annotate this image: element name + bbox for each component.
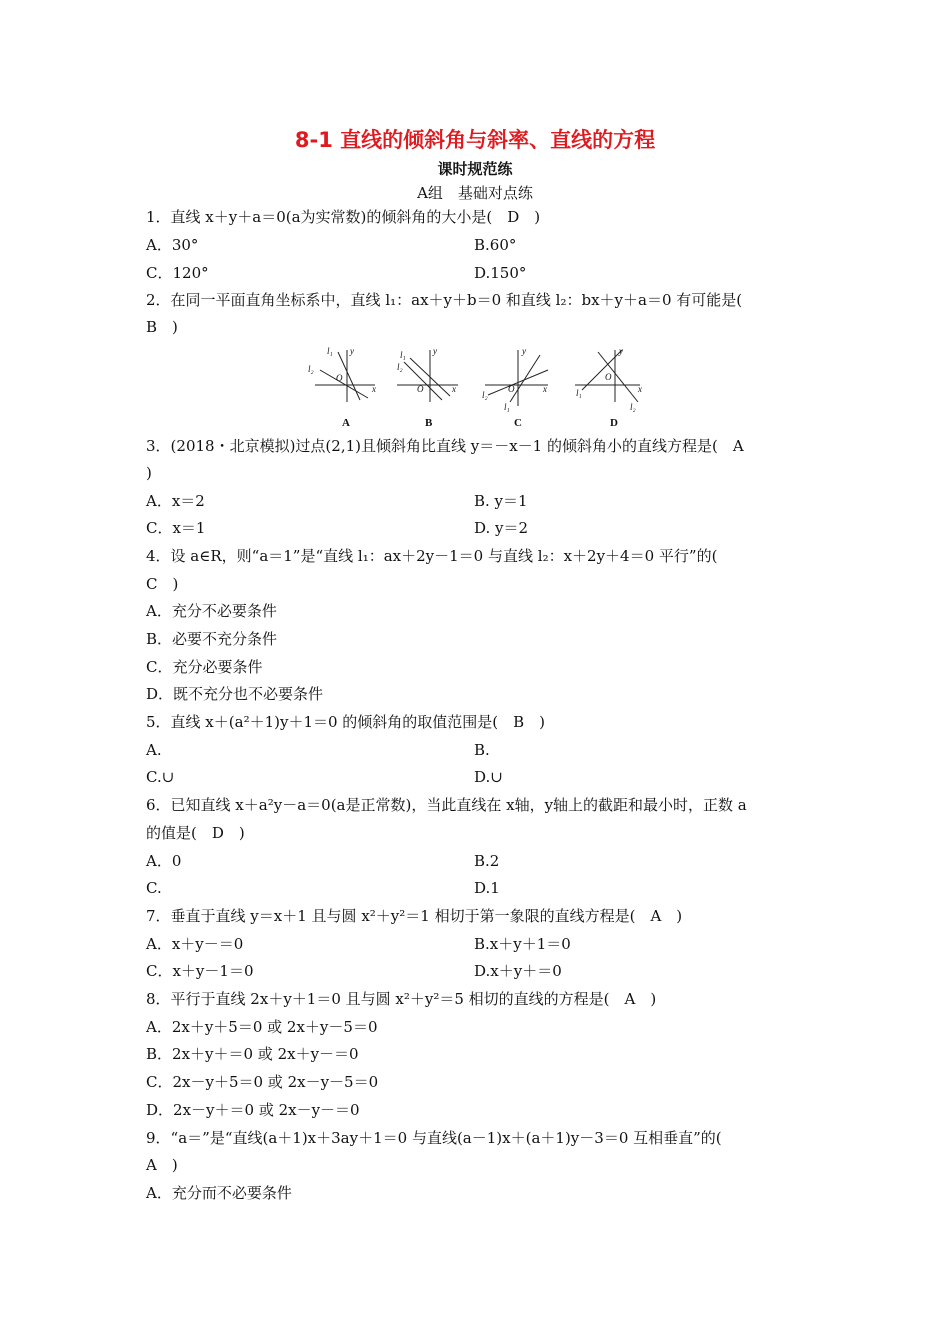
q2-figure: [300, 340, 650, 430]
figure-label-a: A: [342, 417, 350, 429]
q7-option-a: A．x＋y－＝0: [146, 935, 244, 953]
svg-text:x: x: [372, 384, 376, 394]
question-1: 1．直线 x＋y＋a＝0(a为实常数)的倾斜角的大小是( D ): [146, 208, 541, 226]
q5-option-d: D.∪: [474, 768, 503, 786]
q8-option-b: B．2x＋y＋＝0 或 2x＋y－＝0: [146, 1045, 359, 1063]
q1-option-c: C．120°: [146, 264, 209, 282]
section-subtitle: 课时规范练: [437, 160, 513, 178]
question-2: 2．在同一平面直角坐标系中，直线 l₁：ax＋y＋b＝0 和直线 l₂：bx＋y＋a＝0 有可能是(: [146, 291, 743, 309]
q7-option-c: C．x＋y－1＝0: [146, 962, 254, 980]
q6-option-b: B.2: [474, 852, 500, 870]
svg-text:y: y: [350, 346, 354, 356]
q6-option-d: D.1: [474, 879, 500, 897]
q8-option-d: D．2x－y＋＝0 或 2x－y－＝0: [146, 1101, 360, 1119]
question-3: 3．(2018・北京模拟)过点(2,1)且倾斜角比直线 y＝－x－1 的倾斜角小的直线方程是( A: [146, 437, 744, 455]
question-4-answer: C ): [146, 575, 179, 593]
svg-text:l₂: l₂: [630, 402, 636, 412]
q3-option-d: D. y＝2: [474, 519, 529, 537]
question-3-answer: ): [146, 464, 152, 482]
q3-option-c: C．x＝1: [146, 519, 206, 537]
question-6: 6．已知直线 x＋a²y－a＝0(a是正常数)，当此直线在 x轴，y轴上的截距和最小时，正数 a: [146, 796, 747, 814]
q5-option-c: C.∪: [146, 768, 175, 786]
question-9: 9．“a＝”是“直线(a＋1)x＋3ay＋1＝0 与直线(a－1)x＋(a＋1)y－3＝0 互相垂直”的(: [146, 1129, 722, 1147]
q4-option-c: C．充分必要条件: [146, 658, 263, 676]
group-heading: A组 基础对点练: [417, 184, 533, 202]
svg-text:y: y: [619, 346, 623, 356]
q6-option-a: A．0: [146, 852, 182, 870]
svg-text:l₁: l₁: [400, 350, 406, 360]
q1-option-a: A．30°: [146, 236, 199, 254]
q8-option-c: C．2x－y＋5＝0 或 2x－y－5＝0: [146, 1073, 379, 1091]
q1-option-b: B.60°: [474, 236, 517, 254]
q8-option-a: A．2x＋y＋5＝0 或 2x＋y－5＝0: [146, 1018, 378, 1036]
question-8: 8．平行于直线 2x＋y＋1＝0 且与圆 x²＋y²＝5 相切的直线的方程是( A ): [146, 990, 657, 1008]
svg-text:l₂: l₂: [397, 362, 403, 372]
q3-option-b: B. y＝1: [474, 492, 528, 510]
figure-label-b: B: [425, 417, 433, 429]
question-5: 5．直线 x＋(a²＋1)y＋1＝0 的倾斜角的取值范围是( B ): [146, 713, 546, 731]
q5-option-b: B.: [474, 741, 490, 759]
question-7: 7．垂直于直线 y＝x＋1 且与圆 x²＋y²＝1 相切于第一象限的直线方程是( A ): [146, 907, 683, 925]
question-4: 4．设 a∈R，则“a＝1”是“直线 l₁：ax＋2y－1＝0 与直线 l₂：x＋2y＋4＝0 平行”的(: [146, 547, 718, 565]
figure-label-c: C: [514, 417, 522, 429]
q5-option-a: A.: [146, 741, 162, 759]
q4-option-a: A．充分不必要条件: [146, 602, 277, 620]
question-9-answer: A ): [146, 1156, 178, 1174]
svg-text:y: y: [522, 346, 526, 356]
line-graphs: [300, 340, 650, 430]
svg-text:x: x: [452, 384, 456, 394]
q6-option-c: C.: [146, 879, 162, 897]
svg-text:x: x: [638, 384, 642, 394]
svg-text:l₁: l₁: [327, 346, 333, 356]
q7-option-b: B.x＋y＋1＝0: [474, 935, 571, 953]
svg-text:O: O: [508, 384, 515, 394]
q3-option-a: A．x＝2: [146, 492, 205, 510]
svg-text:O: O: [336, 373, 343, 383]
figure-label-d: D: [610, 417, 618, 429]
q1-option-d: D.150°: [474, 264, 527, 282]
svg-text:l₁: l₁: [576, 388, 582, 398]
q4-option-b: B．必要不充分条件: [146, 630, 278, 648]
svg-text:O: O: [605, 372, 612, 382]
q9-option-a: A．充分而不必要条件: [146, 1184, 292, 1202]
q7-option-d: D.x＋y＋＝0: [474, 962, 562, 980]
question-2-answer: B ): [146, 318, 178, 336]
svg-text:x: x: [543, 384, 547, 394]
page-title: 8-1 直线的倾斜角与斜率、直线的方程: [294, 128, 656, 152]
svg-text:y: y: [433, 346, 437, 356]
svg-text:l₁: l₁: [504, 402, 510, 412]
svg-text:l₂: l₂: [308, 364, 314, 374]
svg-text:O: O: [417, 384, 424, 394]
question-6-cont: 的值是( D ): [146, 824, 245, 842]
svg-text:l₂: l₂: [482, 390, 488, 400]
q4-option-d: D．既不充分也不必要条件: [146, 685, 324, 703]
